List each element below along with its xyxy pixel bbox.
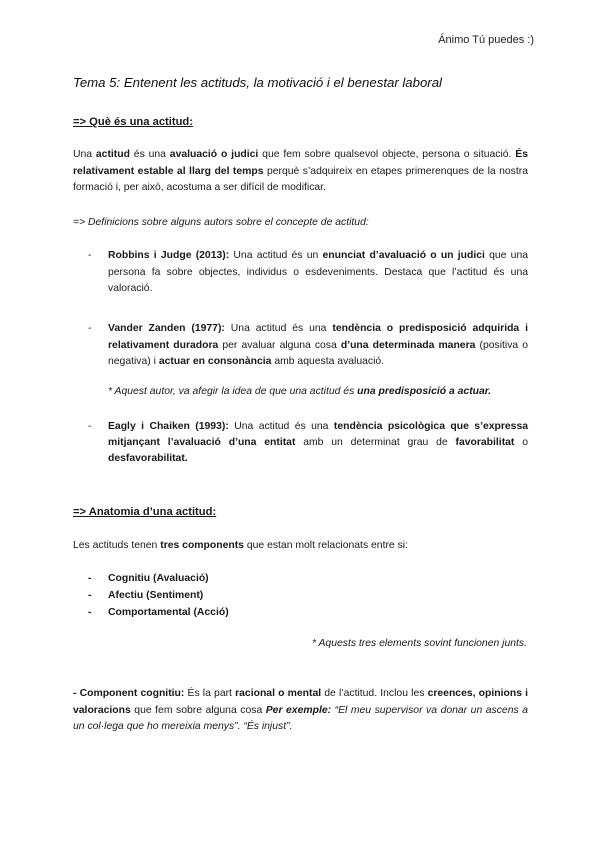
bold-run: tres components xyxy=(160,539,244,551)
definition-eagly-chaiken xyxy=(73,419,528,468)
bold-run: actitud xyxy=(95,149,130,161)
bold-run: - Component cognitiu: xyxy=(73,688,185,700)
component-item-affective xyxy=(73,587,528,604)
document-body xyxy=(73,74,528,735)
component-label: Cognitiu (Avaluació) xyxy=(108,573,209,585)
spacer xyxy=(73,297,528,321)
bold-run: racional o mental xyxy=(235,688,322,700)
bold-italic-run: Per exemple: xyxy=(265,704,332,716)
text-run: de l’actitud. Inclou les xyxy=(321,688,428,700)
bold-run: avaluació o judici xyxy=(169,149,259,161)
text-run: Una actitud és una xyxy=(228,420,334,432)
text-run: amb aquesta avaluació. xyxy=(271,355,385,367)
section-heading-anatomy: => Anatomia d’una actitud: xyxy=(73,506,217,519)
italic-run: “El meu supervisor va donar un ascens a un col·lega que ho mereixia menys”. “És injust”. xyxy=(73,704,528,732)
text-run: * Aquest autor, va afegir la idea de que una actitud és xyxy=(108,386,358,398)
bold-run: tendència psicològica que s’expressa mitjançant l’avaluació d’una entitat xyxy=(108,420,529,448)
text-run: per avaluar alguna cosa xyxy=(218,339,341,351)
vander-zanden-note xyxy=(73,384,528,400)
text-run: (positiva o negativa) i xyxy=(108,339,529,367)
text-run: perquè s’adquireix en etapes primerenques de la nostra formació i, per això, acostuma a ser difícil de modificar. xyxy=(73,165,528,193)
components-note: * Aquests tres elements sovint funcionen junts. xyxy=(311,638,527,650)
component-item-cognitive xyxy=(73,570,528,587)
text-run: Una actitud és un xyxy=(229,250,323,262)
text-run: que estan molt relacionats entre si: xyxy=(243,539,408,551)
header-note: Ánimo Tú puedes :) xyxy=(438,34,534,46)
bold-italic-run: una predisposició a actuar. xyxy=(357,386,492,398)
bold-run: tendència o predisposició adquirida i relativament duradora xyxy=(108,323,528,351)
text-run: Una actitud és una xyxy=(224,323,333,335)
component-label: Comportamental (Acció) xyxy=(108,607,229,619)
author-label: Eagly i Chaiken (1993): xyxy=(108,420,229,432)
text-run: que una persona fa sobre objectes, individus o esdeveniments. Destaca que l’actitud és una valoració. xyxy=(108,250,529,295)
components-intro xyxy=(73,538,528,554)
spacer xyxy=(73,467,528,504)
list-dash: - xyxy=(88,590,92,602)
attitude-definition-paragraph xyxy=(73,147,528,196)
text-run: que fem sobre qualsevol objecte, persona o situació. xyxy=(258,149,516,161)
text-run: amb un determinat grau de xyxy=(295,436,456,448)
bold-run: És relativament estable al llarg del temps xyxy=(73,149,528,177)
list-dash: - xyxy=(88,250,92,262)
bold-run: favorabilitat xyxy=(455,436,515,448)
bold-run: creences, opinions i valoracions xyxy=(73,688,529,716)
bold-run: d’una determinada manera xyxy=(340,339,476,351)
author-label: Vander Zanden (1977): xyxy=(108,323,225,335)
text-run: que fem sobre alguna cosa xyxy=(130,704,266,716)
component-label: Afectiu (Sentiment) xyxy=(108,590,204,602)
definition-vander-zanden xyxy=(73,321,528,370)
bold-run: desfavorabilitat. xyxy=(108,453,188,465)
definitions-intro: => Definicions sobre alguns autors sobre el concepte de actitud: xyxy=(73,217,369,229)
spacer xyxy=(73,401,528,419)
list-dash: - xyxy=(88,573,92,585)
cognitive-component-paragraph xyxy=(73,686,528,735)
text-run: és una xyxy=(129,149,170,161)
bold-run: actuar en consonància xyxy=(158,355,272,367)
components-list xyxy=(73,570,528,621)
text-run: Una xyxy=(73,149,96,161)
page-title: Tema 5: Entenent les actituds, la motivació i el benestar laboral xyxy=(73,75,442,90)
bold-run: enunciat d’avaluació o un judici xyxy=(322,250,485,262)
list-dash: - xyxy=(88,323,92,335)
list-dash: - xyxy=(88,420,92,432)
author-label: Robbins i Judge (2013): xyxy=(108,250,230,262)
text-run: Les actituds tenen xyxy=(73,539,161,551)
definition-robbins-judge xyxy=(73,248,528,297)
text-run: o xyxy=(514,436,528,448)
list-dash: - xyxy=(88,607,92,619)
component-item-behavioral xyxy=(73,604,528,621)
section-heading-what-is-attitude: => Què és una actitud: xyxy=(73,116,193,128)
text-run: És la part xyxy=(184,688,236,700)
